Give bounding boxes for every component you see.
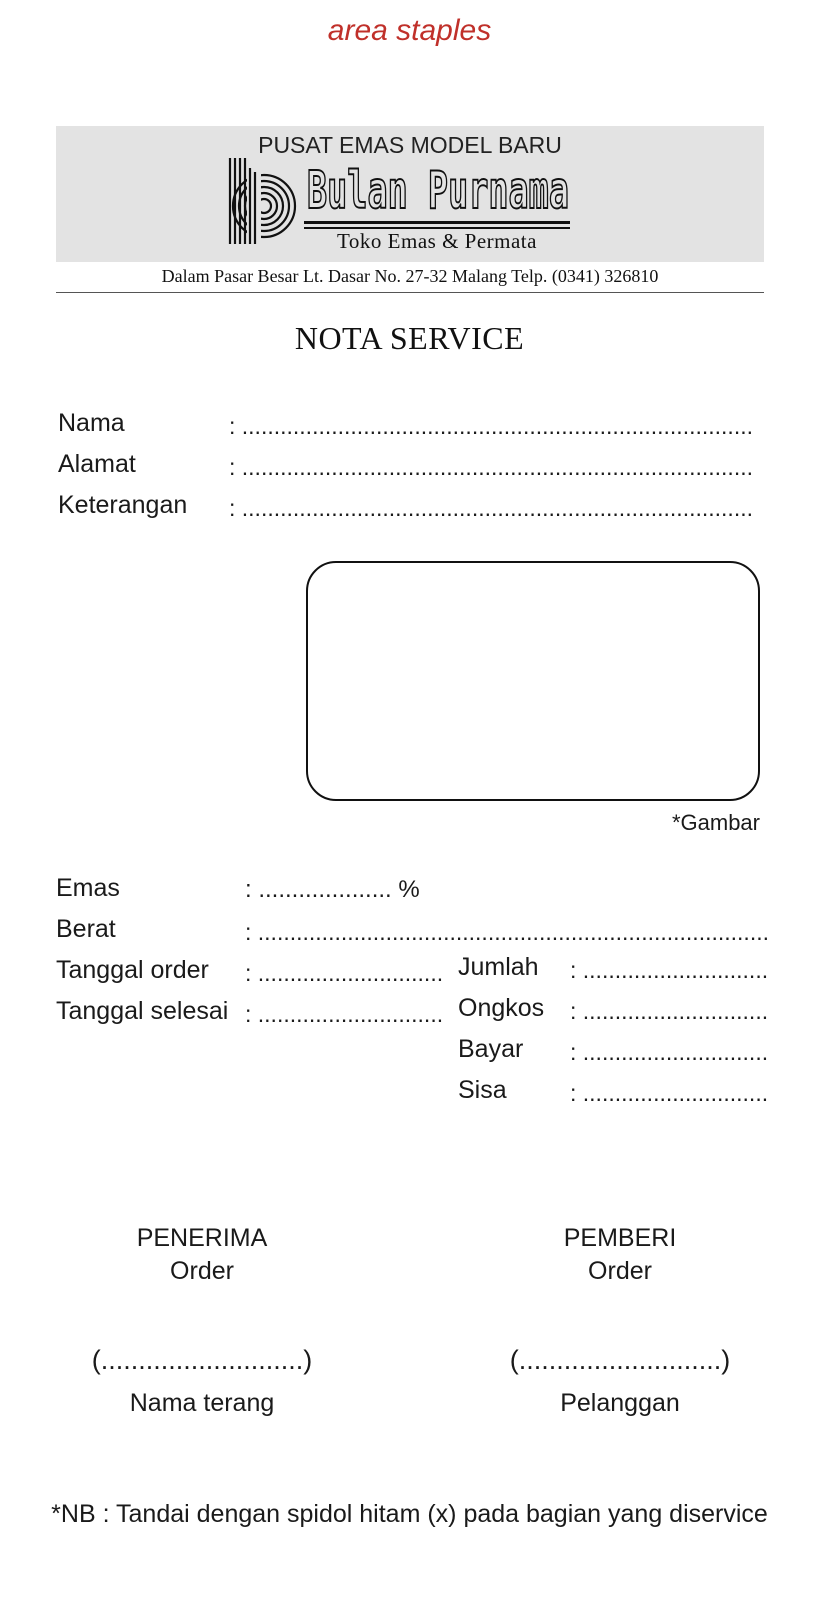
footnote: *NB : Tandai dengan spidol hitam (x) pada bagian yang diservice bbox=[51, 1500, 768, 1528]
fee-field[interactable]: : ............................. bbox=[570, 998, 769, 1024]
balance-field[interactable]: : ............................. bbox=[570, 1080, 769, 1106]
order-date-label: Tanggal order bbox=[56, 956, 209, 984]
address-field[interactable]: : ................................................................................ bbox=[229, 454, 753, 480]
amount-field[interactable]: : ............................. bbox=[570, 957, 769, 983]
weight-field[interactable]: : ................................................................................ bbox=[245, 919, 769, 945]
balance-label: Sisa bbox=[458, 1076, 507, 1104]
address-label: Alamat bbox=[58, 450, 136, 478]
finish-date-field[interactable]: : ............................. bbox=[245, 1001, 444, 1027]
brand-rule bbox=[304, 221, 570, 224]
weight-label: Berat bbox=[56, 915, 116, 943]
gold-purity-field[interactable]: : .................... % bbox=[245, 876, 420, 903]
giver-role: PEMBERI bbox=[563, 1224, 677, 1252]
paid-label: Bayar bbox=[458, 1035, 524, 1063]
divider bbox=[56, 292, 764, 293]
drawing-caption: *Gambar bbox=[671, 810, 760, 835]
finish-date-label: Tanggal selesai bbox=[56, 997, 229, 1025]
staples-area-label: area staples bbox=[327, 14, 492, 47]
brand-subtitle: Toko Emas & Permata bbox=[337, 229, 537, 253]
receiver-signature-caption: Nama terang bbox=[129, 1389, 275, 1417]
drawing-box[interactable] bbox=[306, 561, 760, 801]
document-title: NOTA SERVICE bbox=[294, 320, 525, 356]
giver-signature-caption: Pelanggan bbox=[560, 1389, 680, 1417]
description-field[interactable]: : ................................................................................ bbox=[229, 495, 753, 521]
receiver-role-sub: Order bbox=[170, 1257, 234, 1285]
store-address: Dalam Pasar Besar Lt. Dasar No. 27-32 Malang Telp. (0341) 326810 bbox=[161, 266, 659, 286]
receiver-signature-line[interactable]: (...........................) bbox=[91, 1345, 313, 1375]
fee-label: Ongkos bbox=[458, 994, 545, 1022]
brand-wordmark bbox=[304, 158, 572, 221]
order-date-field[interactable]: : ............................. bbox=[245, 960, 444, 986]
description-label: Keterangan bbox=[58, 491, 188, 519]
name-label: Nama bbox=[58, 409, 125, 437]
giver-signature-line[interactable]: (...........................) bbox=[509, 1345, 731, 1375]
name-field[interactable]: : ................................................................................ bbox=[229, 413, 753, 439]
giver-role-sub: Order bbox=[588, 1257, 652, 1285]
brand-name: Bulan Purnama bbox=[307, 161, 569, 221]
paid-field[interactable]: : ............................. bbox=[570, 1039, 769, 1065]
amount-label: Jumlah bbox=[458, 953, 539, 981]
store-tagline: PUSAT EMAS MODEL BARU bbox=[258, 132, 562, 158]
store-logo-icon bbox=[228, 158, 298, 246]
receiver-role: PENERIMA bbox=[136, 1224, 268, 1252]
gold-purity-label: Emas bbox=[56, 874, 120, 902]
